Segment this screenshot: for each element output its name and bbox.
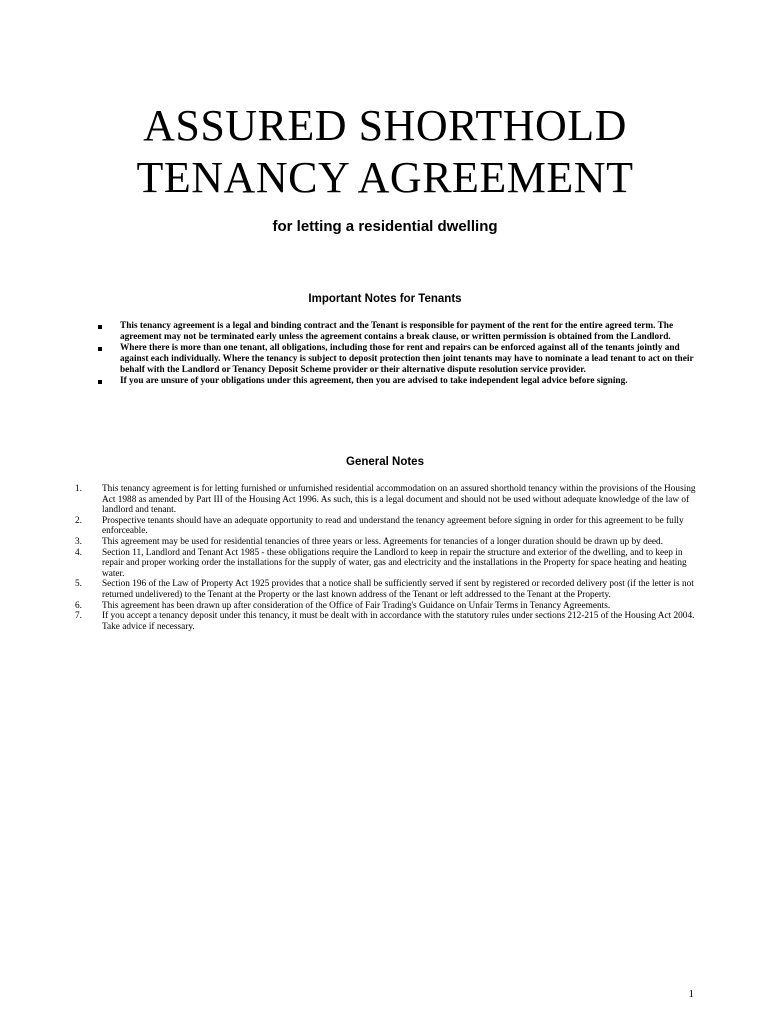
note-text: Section 196 of the Law of Property Act 1925 provides that a notice shall be sufficiently served if sent by registered or recorded delivery post (if the letter is not returned undelivered) to the Tenant at the Property or the last known address of the Tenant or left addressed to the Tenant at the Property. xyxy=(102,579,694,600)
important-note-item xyxy=(96,376,700,387)
note-number: 6. xyxy=(75,600,82,611)
page-number: 1 xyxy=(688,988,694,1000)
general-notes-heading: General Notes xyxy=(346,456,424,468)
note-text: Prospective tenants should have an adequate opportunity to read and understand the tenancy agreement before signing in order for this agreement to be fully enforceable. xyxy=(102,515,684,537)
general-note-item xyxy=(70,601,702,612)
title-line-2: TENANCY AGREEMENT xyxy=(136,153,634,202)
general-note-item xyxy=(70,537,702,548)
square-bullet-icon xyxy=(98,325,102,329)
note-text: This agreement may be used for residential tenancies of three years or less. Agreements for tenancies of a longer duration should be drawn up by deed. xyxy=(102,536,663,547)
square-bullet-icon xyxy=(98,380,102,384)
note-text: Section 11, Landlord and Tenant Act 1985 - these obligations require the Landlord to keep in repair the structure and exterior of the dwelling, and to keep in repair and proper working order the installations for the supply of water, gas and electricity and the installations in the Property for space heating and heating water. xyxy=(102,547,687,579)
document-title xyxy=(0,100,770,204)
note-text: This agreement has been drawn up after consideration of the Office of Fair Trading's Guidance on Unfair Terms in Tenancy Agreements. xyxy=(102,600,611,611)
note-text: If you accept a tenancy deposit under this tenancy, it must be dealt with in accordance with the statutory rules under sections 212-215 of the Housing Act 2004. Take advice if necessary. xyxy=(102,611,695,632)
general-note-item xyxy=(70,579,702,600)
note-number: 5. xyxy=(75,579,82,590)
note-number: 3. xyxy=(75,536,82,547)
note-number: 4. xyxy=(75,547,82,558)
important-note-item xyxy=(96,343,700,376)
note-text: This tenancy agreement is for letting furnished or unfurnished residential accommodation on an assured shorthold tenancy within the provisions of the Housing Act 1988 as amended by Part III of the Housing Act 1996. As such, this is a legal document and should not be used without adequate knowledge of the law of landlord and tenant. xyxy=(102,484,696,516)
title-line-1: ASSURED SHORTHOLD xyxy=(143,101,627,150)
important-note-text: Where there is more than one tenant, all obligations, including those for rent and repairs can be enforced against all of the tenants jointly and against each individually. Where the tenancy is subject to deposit protection then joint tenants may have to nominate a lead tenant to act on their behalf with the Landlord or Tenancy Deposit Scheme provider or their alternative dispute resolution service provider. xyxy=(120,343,694,376)
note-number: 7. xyxy=(75,611,82,622)
square-bullet-icon xyxy=(98,347,102,351)
document-subtitle: for letting a residential dwelling xyxy=(272,218,498,235)
general-note-item xyxy=(70,548,702,580)
general-note-item xyxy=(70,611,702,632)
important-notes-heading: Important Notes for Tenants xyxy=(308,293,462,305)
important-notes-list xyxy=(96,321,700,388)
general-note-item xyxy=(70,516,702,537)
important-note-text: This tenancy agreement is a legal and binding contract and the Tenant is responsible for payment of the rent for the entire agreed term. The agreement may not be terminated early unless the agreement contains a break clause, or written permission is obtained from the Landlord. xyxy=(120,321,674,343)
general-note-item xyxy=(70,484,702,516)
important-note-text: If you are unsure of your obligations under this agreement, then you are advised to take independent legal advice before signing. xyxy=(120,376,628,387)
note-number: 2. xyxy=(75,515,82,526)
note-number: 1. xyxy=(75,484,82,494)
general-notes-list xyxy=(70,484,702,632)
important-note-item xyxy=(96,321,700,343)
